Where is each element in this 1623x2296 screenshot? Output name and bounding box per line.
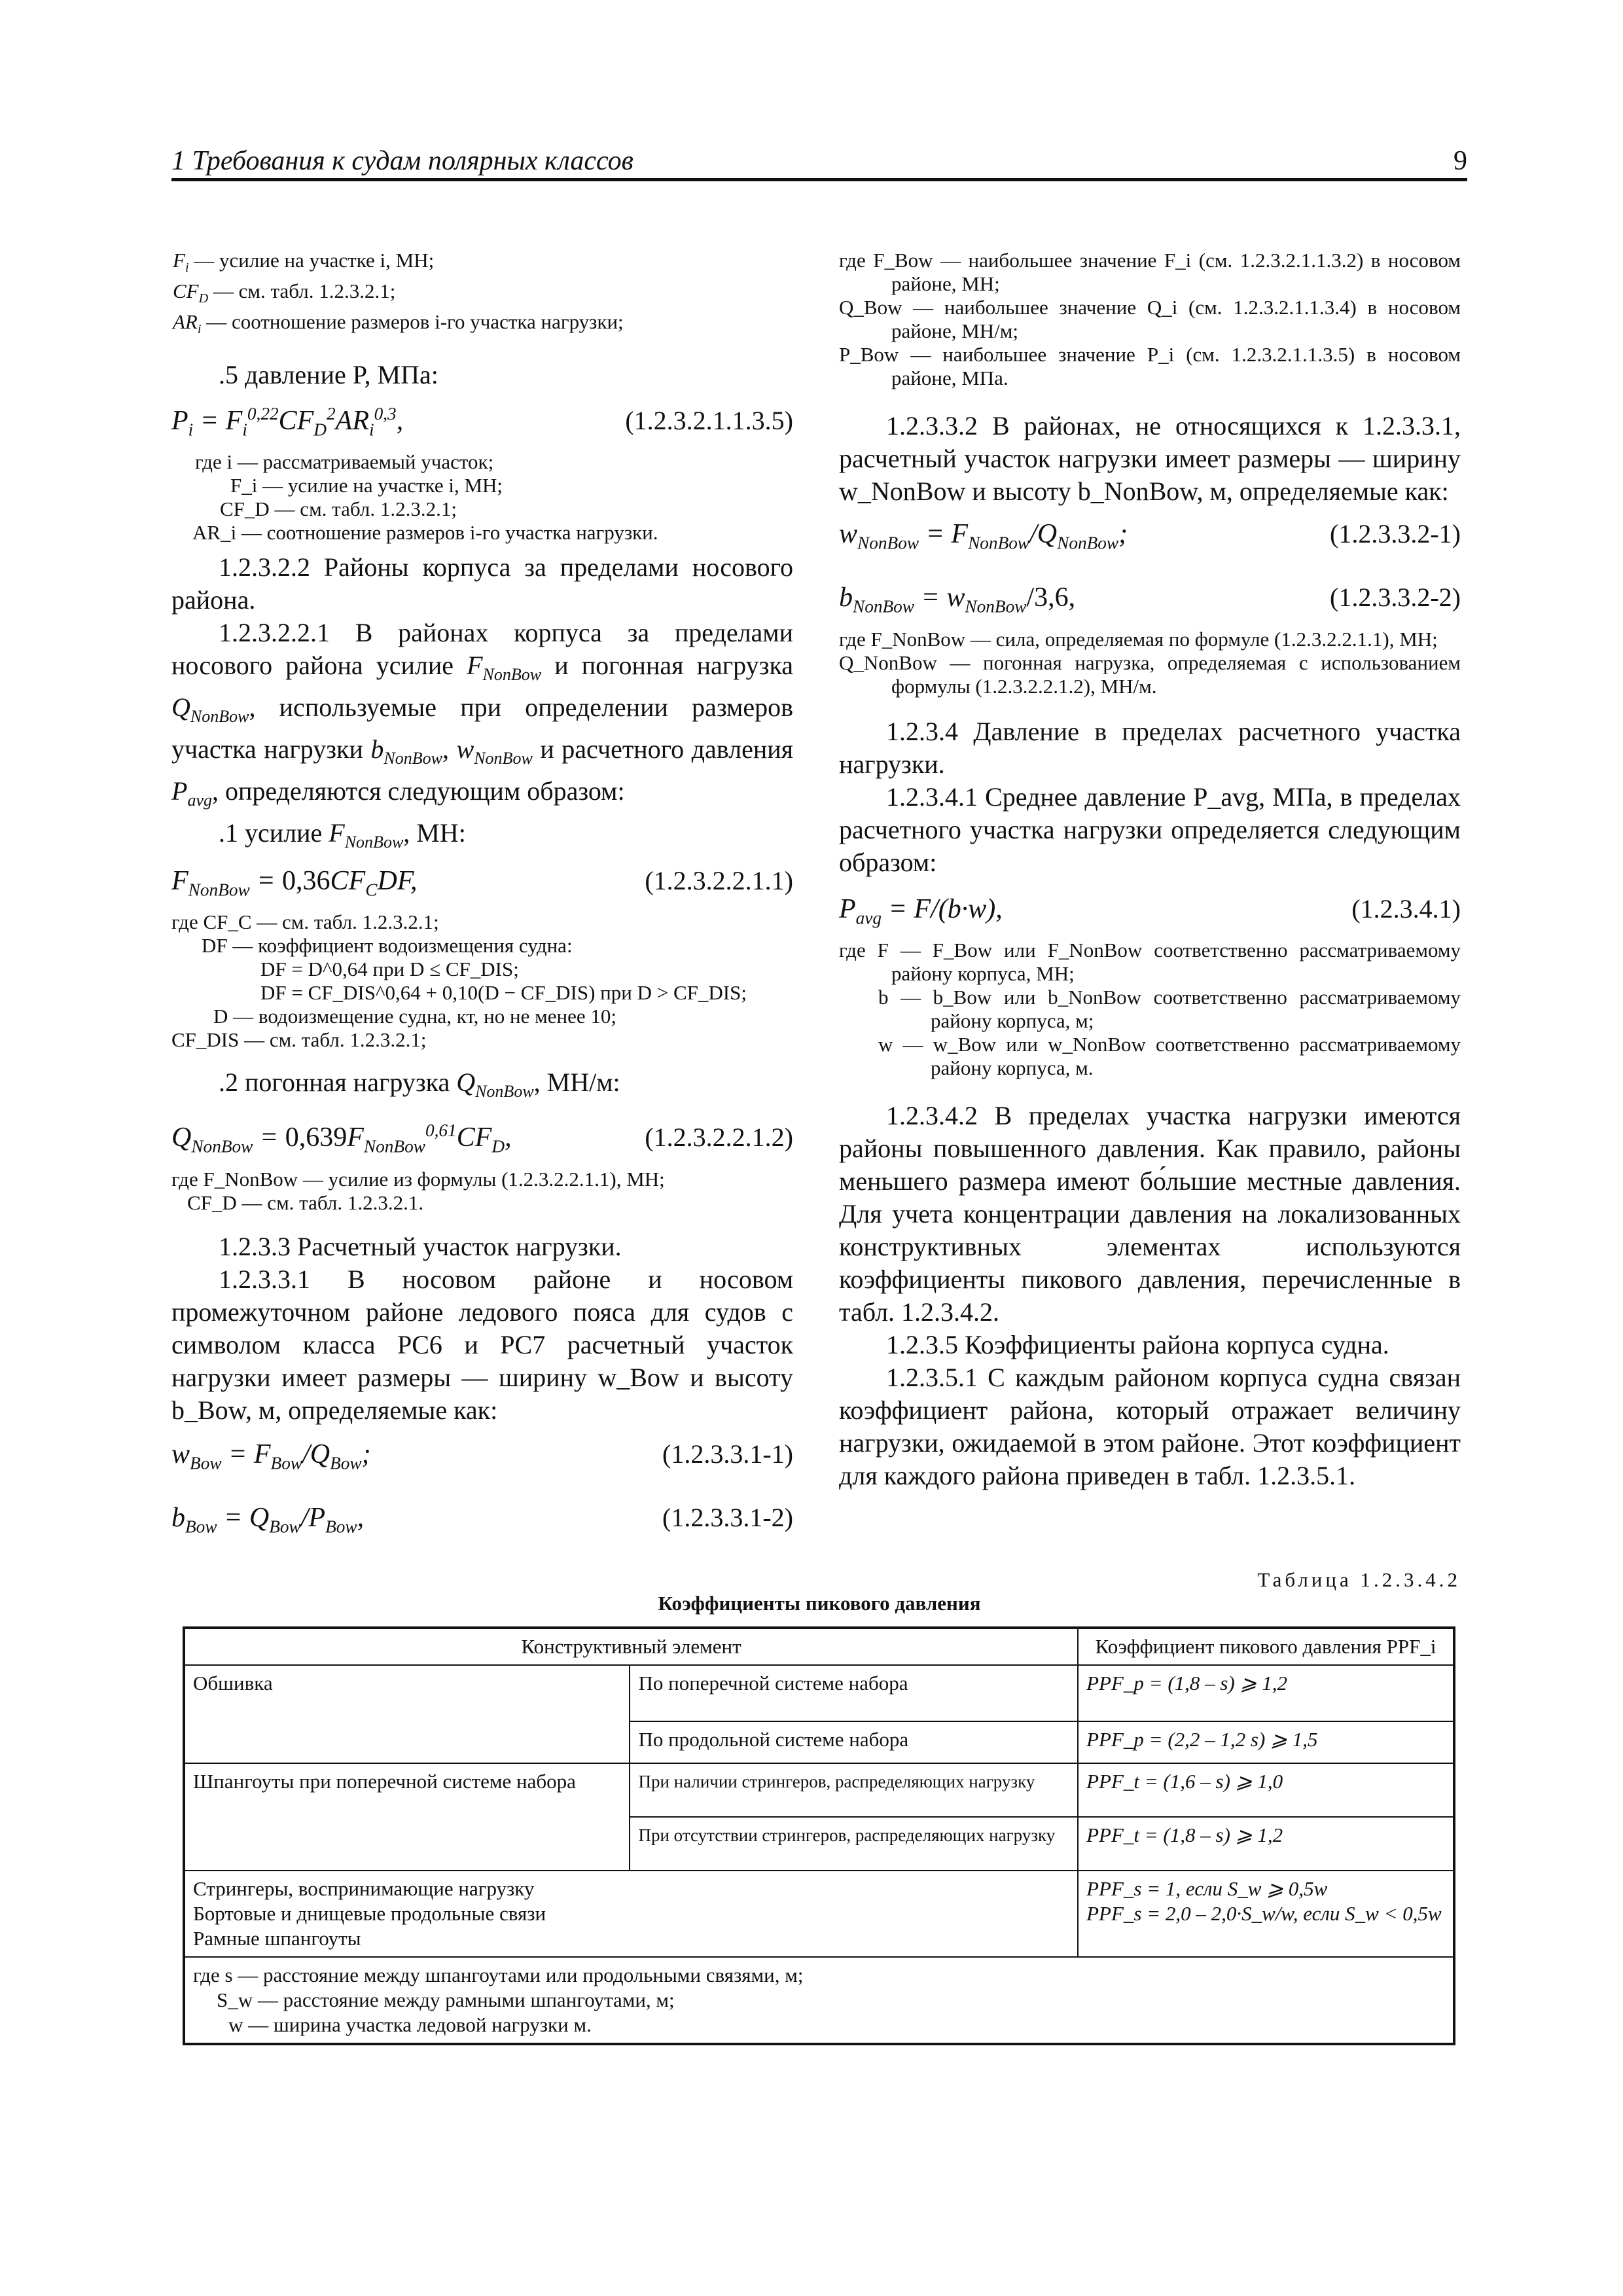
def-line: где F_NonBow — усилие из формулы (1.2.3.2.2.1.1), МН; <box>171 1167 665 1191</box>
section-1-2-3-2-2: 1.2.3.2.2 Районы корпуса за пределами носового района. <box>171 552 793 615</box>
table-notes <box>184 1957 1454 2044</box>
peak-pressure-table <box>183 1626 1455 2045</box>
cell-element: Обшивка <box>184 1665 630 1763</box>
cell-subelement: При отсутствии стрингеров, распределяющих нагрузку <box>630 1817 1078 1871</box>
cell-formula: PPF_p = (1,8 – s) ⩾ 1,2 <box>1078 1665 1454 1721</box>
def-line: D — водоизмещение судна, кт, но не менее 10; <box>213 1005 616 1028</box>
def-line: DF — коэффициент водоизмещения судна: <box>202 934 573 958</box>
item-1: .1 усилие $F_{NonBow}$, МН: <box>219 817 466 852</box>
header-element: Конструктивный элемент <box>184 1628 1078 1665</box>
def-line: DF = CF_DIS^0,64 + 0,10(D − CF_DIS) при D > CF_DIS; <box>260 981 747 1005</box>
def-line: где i — рассматриваемый участок; <box>195 450 494 473</box>
item-5: .5 давление P, МПа: <box>219 359 438 389</box>
chapter-title: 1 Требования к судам полярных классов <box>171 146 633 176</box>
running-header <box>171 145 1467 179</box>
def-line: P_Bow — наибольшее значение P_i (см. 1.2.3.2.1.1.3.5) в носовом районе, МПа. <box>839 343 1461 389</box>
cell-subelement: По поперечной системе набора <box>630 1665 1078 1721</box>
note-line: где s — расстояние между шпангоутами или продольными связями, м; <box>193 1964 804 1986</box>
equation-5: $P_i = F_i^{0,22}CF_D^2AR_i^{0,3}$, (1.2.3.2.1.1.3.5) <box>171 403 793 439</box>
equation-31-2: $b_{Bow} = Q_{Bow}/P_{Bow}$, (1.2.3.3.1-2) <box>171 1503 793 1537</box>
left-column <box>171 249 793 1545</box>
cell-formula: PPF_p = (2,2 – 1,2 s) ⩾ 1,5 <box>1078 1721 1454 1763</box>
def-line: где F — F_Bow или F_NonBow соответственно рассматриваемому району корпуса, МН; <box>839 939 1461 986</box>
defs-1 <box>171 910 793 1052</box>
right-column <box>839 249 1461 1492</box>
table-title: Коэффициенты пикового давления <box>658 1592 981 1615</box>
def-line: где F_NonBow — сила, определяемая по формуле (1.2.3.2.2.1.1), МН; <box>839 627 1438 651</box>
def-line: AR_i — соотношение размеров i-го участка нагрузки. <box>192 520 658 544</box>
def-line: CF_D — см. табл. 1.2.3.2.1; <box>220 497 457 520</box>
equation-2: $Q_{NonBow} = 0,639F_{NonBow}^{0,61}CF_D$, (1.2.3.2.2.1.2) <box>171 1121 793 1157</box>
note-line: w — ширина участка ледовой нагрузки м. <box>228 2013 592 2036</box>
def-line: Q_NonBow — погонная нагрузка, определяемая с использованием формулы (1.2.3.2.2.1.2), МН/м. <box>839 651 1461 698</box>
table-caption: Таблица 1.2.3.4.2 <box>1257 1568 1461 1591</box>
cell-element: Шпангоуты при поперечной системе набора <box>184 1763 630 1871</box>
equation-32-2: $b_{NonBow} = w_{NonBow}/3,6$, (1.2.3.3.2-2) <box>839 583 1461 617</box>
header-rule <box>171 178 1467 181</box>
defs-5 <box>171 450 793 545</box>
def-line: w — w_Bow или w_NonBow соответственно рассматриваемому району корпуса, м. <box>878 1033 1461 1080</box>
section-1-2-3-5-1: 1.2.3.5.1 С каждым районом корпуса судна связан коэффициент района, который отражает величину нагрузки, ожидаемой в этом районе. Этот коэффициент для каждого района приведен в табл. 1.2.3.5.1. <box>839 1363 1461 1491</box>
table-row <box>184 1871 1454 1957</box>
table-row <box>184 1763 1454 1817</box>
defs-bow <box>839 249 1461 390</box>
equation-31-1: $w_{Bow} = F_{Bow}/Q_{Bow}$; (1.2.3.3.1-1) <box>171 1439 793 1473</box>
def-line: где CF_C — см. табл. 1.2.3.2.1; <box>171 910 439 934</box>
table-row <box>184 1665 1454 1721</box>
def-line: CF_DIS — см. табл. 1.2.3.2.1; <box>171 1028 427 1052</box>
table-notes-row <box>184 1957 1454 2044</box>
def-ari: $AR_i$ — соотношение размеров i-го участка нагрузки; <box>173 310 624 337</box>
page-number: 9 <box>1454 146 1467 176</box>
section-1-2-3-3-1: 1.2.3.3.1 В носовом районе и носовом промежуточном районе ледового пояса для судов с символом класса PC6 и PC7 расчетный участок нагрузки имеет размеры — ширину w_Bow и высоту b_Bow, м, определяемые как: <box>171 1264 793 1425</box>
def-line: F_i — усилие на участке i, МН; <box>230 473 503 497</box>
equation-32-1: $w_{NonBow} = F_{NonBow}/Q_{NonBow}$; (1.2.3.3.2-1) <box>839 519 1461 553</box>
defs-top <box>171 249 793 342</box>
defs-32 <box>839 628 1461 698</box>
cell-formula: PPF_s = 1, если S_w ⩾ 0,5w PPF_s = 2,0 – 2,0·S_w/w, если S_w < 0,5w <box>1078 1871 1454 1957</box>
cell-element: Стрингеры, воспринимающие нагрузку Бортовые и днищевые продольные связи Рамные шпангоуты <box>184 1871 1078 1957</box>
cell-formula: PPF_t = (1,8 – s) ⩾ 1,2 <box>1078 1817 1454 1871</box>
defs-2 <box>171 1168 793 1215</box>
cell-subelement: По продольной системе набора <box>630 1721 1078 1763</box>
cell-subelement: При наличии стрингеров, распределяющих нагрузку <box>630 1763 1078 1817</box>
section-1-2-3-2-2-1: 1.2.3.2.2.1 В районах корпуса за пределами носового района усилие $F_{NonBow}$ и погонная нагрузка $Q_{NonBow}$, используемые при определении размеров участка нагрузки $b_{NonBow}$, $w_{NonBow}$ и расчетного давления $P_{avg}$, определяются следующим образом: <box>171 617 794 810</box>
section-1-2-3-3-2: 1.2.3.3.2 В районах, не относящихся к 1.2.3.3.1, расчетный участок нагрузки имеет размеры — ширину w_NonBow и высоту b_NonBow, м, определяемые как: <box>839 411 1461 506</box>
section-1-2-3-4-2: 1.2.3.4.2 В пределах участка нагрузки имеются районы повышенного давления. Как правило, районы меньшего размера имеют бо́льшие местные давления. Для учета концентрации давления на локализованных конструктивных элементах используются коэффициенты пикового давления, перечисленные в табл. 1.2.3.4.2. <box>839 1101 1461 1327</box>
table-header-row <box>184 1628 1454 1665</box>
section-1-2-3-5: 1.2.3.5 Коэффициенты района корпуса судна. <box>886 1330 1389 1360</box>
def-line: DF = D^0,64 при D ≤ CF_DIS; <box>260 958 519 981</box>
def-cfd: $CF_D$ — см. табл. 1.2.3.2.1; <box>173 279 396 306</box>
cell-formula: PPF_t = (1,6 – s) ⩾ 1,0 <box>1078 1763 1454 1817</box>
equation-1: $F_{NonBow} = 0,36CF_CDF$, (1.2.3.2.2.1.1) <box>171 865 793 900</box>
defs-41 <box>839 939 1461 1080</box>
def-line: Q_Bow — наибольшее значение Q_i (см. 1.2.3.2.1.1.3.4) в носовом районе, МН/м; <box>839 296 1461 342</box>
def-line: CF_D — см. табл. 1.2.3.2.1. <box>187 1191 424 1214</box>
def-line: b — b_Bow или b_NonBow соответственно рассматриваемому району корпуса, м; <box>878 986 1461 1033</box>
equation-41: $P_{avg} = F/(b\cdot w)$, (1.2.3.4.1) <box>839 893 1461 928</box>
header-coef: Коэффициент пикового давления PPF_i <box>1078 1628 1454 1665</box>
def-fi: $F_i$ — усилие на участке i, МН; <box>173 249 435 276</box>
section-1-2-3-4-1: 1.2.3.4.1 Среднее давление P_avg, МПа, в пределах расчетного участка нагрузки определяется следующим образом: <box>839 781 1461 877</box>
section-1-2-3-4: 1.2.3.4 Давление в пределах расчетного участка нагрузки. <box>839 716 1461 779</box>
item-2: .2 погонная нагрузка $Q_{NonBow}$, МН/м: <box>219 1067 620 1102</box>
section-1-2-3-3: 1.2.3.3 Расчетный участок нагрузки. <box>219 1231 622 1261</box>
def-line: где F_Bow — наибольшее значение F_i (см. 1.2.3.2.1.1.3.2) в носовом районе, МН; <box>839 249 1461 295</box>
note-line: S_w — расстояние между рамными шпангоутами, м; <box>217 1988 675 2011</box>
